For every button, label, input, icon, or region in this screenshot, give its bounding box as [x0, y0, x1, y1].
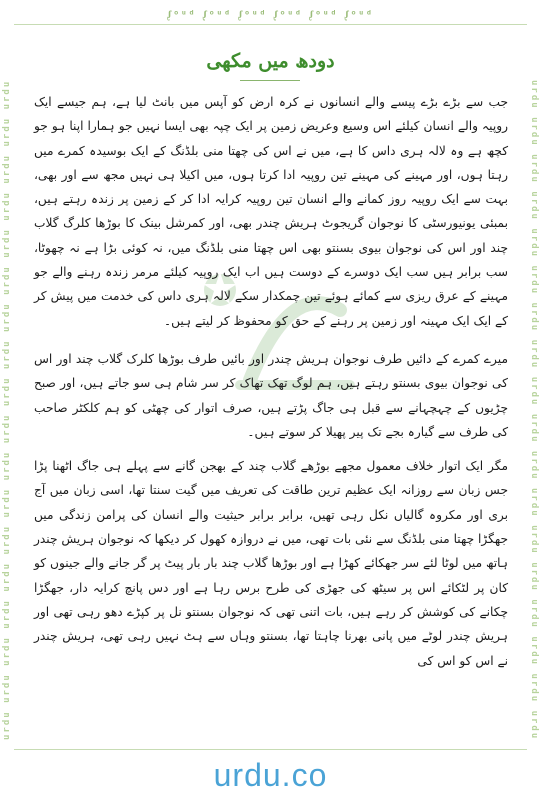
title-underline: [240, 80, 300, 81]
article-paragraph-3: مگر ایک اتوار خلاف معمول مجھے بوڑھے گلاب چند کے بھجن گانے سے پہلے ہی جاگ اٹھنا پڑا جس زبان سے روزانہ ایک عظیم ترین طاقت کی تعریف میں گیت سنتا تھا، اسی زبان میں آج بری اور مکروہ گالیاں نکل رہی تھیں، برابر برابر حیثیت والے انسان کی پرامن زندگی میں جھگڑا چھتا منی بلڈنگ سے نئی بات تھی، میں نے دروازہ کھول کر دیکھا کہ نوجوان ہریش چندر ہاتھ میں لوٹا لئے سر جھکائے کھڑا ہے اور بوڑھا گلاب چند بار بار پیٹ پر گر جانے والے جینوں کو کان پر لٹکائے اس پر سیٹھ کی جھڑی کی طرح برس رہا ہے اور دس پانچ کرایہ دار، جھگڑا چکانے کی کوشش کر رہے ہیں، بات اتنی تھی کہ نوجوان بسنتو نل پر کپڑے دھو رہی تھی اور ہریش چندر لوٹے میں پانی بھرنا چاہتا تھا، بسنتو وہاں سے ہٹ نہیں رہی تھی، ہریش چندر نے اس کو اس کی: [34, 459, 508, 668]
article-body: [34, 90, 508, 683]
border-divider-bottom: [14, 749, 527, 750]
decorative-border-left: urdu urdu urdu urdu urdu urdu urdu urdu urdu urdu urdu urdu urdu urdu urdu urdu urdu urdu: [2, 79, 12, 741]
site-logo[interactable]: urdu.co: [213, 757, 328, 793]
decorative-border-right: urdu urdu urdu urdu urdu urdu urdu urdu urdu urdu urdu urdu urdu urdu urdu urdu urdu urdu: [529, 79, 539, 741]
decorative-border-top: ᶘᵒᵘᵈ ᶘᵒᵘᵈ ᶘᵒᵘᵈ ᶘᵒᵘᵈ ᶘᵒᵘᵈ ᶘᵒᵘᵈ: [167, 7, 374, 21]
border-divider-top: [14, 24, 527, 25]
article-paragraph-1: جب سے بڑے بڑے پیسے والے انسانوں نے کرہ ارض کو آپس میں بانٹ لیا ہے، ہم جیسے ایک روپیہ والے انسان کیلئے اس وسیع وعریض زمین پر ایک چپہ بھی ایسا نہیں جو ہمارا اپنا ہو جو کچھ ہے وہ لالہ ہری داس کا ہے، میں نے اس کی چھتا منی بلڈنگ کے ایک بوسیدہ کمرے میں رہتا ہوں، اور مہینے کی مہینے تین روپیہ ادا کرتا ہوں، میں اکیلا ہی نہیں مجھ سے اور بھی، بہت سے ایک روپیہ روز کمانے والے انسان تین روپیہ کرایہ ادا کر کے زمین پر زندہ رہتے ہیں، بمبئی یونیورسٹی کا نوجوان گریجوٹ ہریش چندر بھی، اور کمرشل بینک کا بوڑھا کلرگ گلاب چند اور اس کی نوجوان بیوی بسنتو بھی اس چھتا منی بلڈنگ میں، نہ کوئی بڑا ہے نہ چھوٹا، سب برابر ہیں سب ایک دوسرے کے دوست ہیں اب ایک روپیہ کیلئے مرمر زندہ رہنے والے جو مہینے کے عرق ریزی سے کمائے ہوئے تین چمکدار سکے لالہ ہری داس کی خدمت میں پیش کر کے ایک ایک مہینہ اور زمین پر رہنے کے حق کو محفوظ کر لیتے ہیں۔: [34, 95, 508, 328]
page-title: دودھ میں مکھی: [206, 50, 335, 72]
article-paragraph-2: میرے کمرے کے دائیں طرف نوجوان ہریش چندر اور بائیں طرف بوڑھا کلرک گلاب چند اور اس کی نوجوان بیوی بسنتو رہتے ہیں، ہم لوگ تھک تھاک کر سر شام ہی سو جاتے ہیں، اور صبح چڑیوں کے چہچہانے سے قبل ہی جاگ پڑتے ہیں، صرف اتوار کی چھٹی کو ہم کلکٹر صاحب کی طرف سے گیارہ بجے تک پیر پھیلا کر سوتے ہیں۔: [34, 351, 508, 439]
